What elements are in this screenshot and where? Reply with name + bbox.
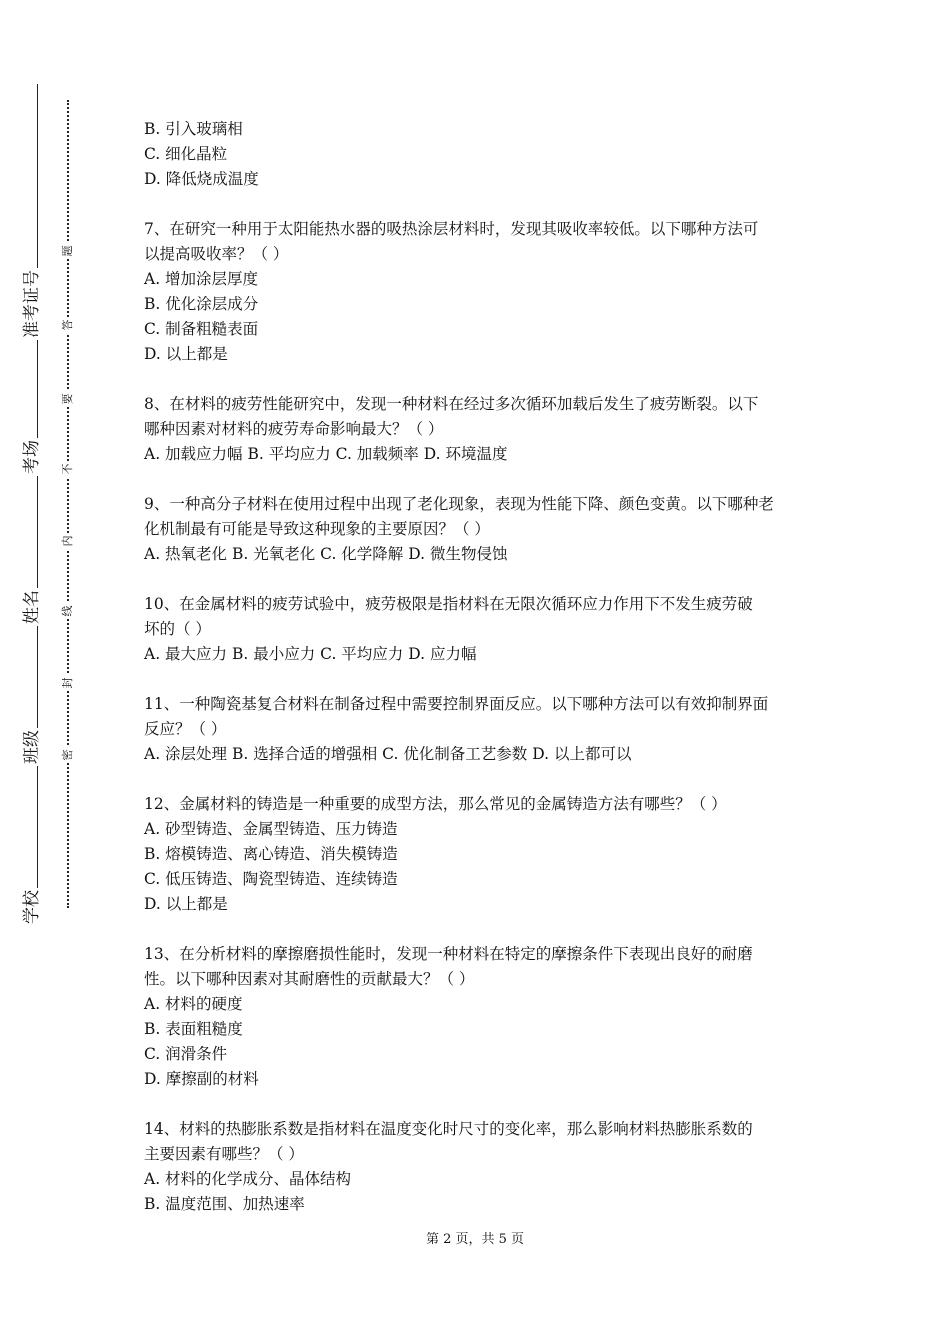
question-stem: 10、在金属材料的疲劳试验中，疲劳极限是指材料在无限次循环应力作用下不发生疲劳破 [144, 595, 753, 613]
question-8 [144, 392, 814, 467]
question-11 [144, 692, 814, 767]
option: B. 优化涂层成分 [144, 295, 259, 313]
question-stem: 反应？（ ） [144, 720, 227, 738]
question-9 [144, 492, 814, 567]
option: B. 温度范围、加热速率 [144, 1195, 305, 1213]
seal-char: 密 [61, 747, 75, 763]
option: D. 降低烧成温度 [144, 170, 259, 188]
question-stem: 哪种因素对材料的疲劳寿命影响最大？（ ） [144, 420, 444, 438]
binding-solid-line [37, 84, 38, 920]
question-stem: 14、材料的热膨胀系数是指材料在温度变化时尺寸的变化率，那么影响材料热膨胀系数的 [144, 1120, 753, 1138]
question-stem: 9、一种高分子材料在使用过程中出现了老化现象，表现为性能下降、颜色变黄。以下哪种老 [144, 495, 774, 513]
question-stem: 以提高吸收率？（ ） [144, 245, 289, 263]
option: D. 以上都是 [144, 895, 228, 913]
option: C. 低压铸造、陶瓷型铸造、连续铸造 [144, 870, 398, 888]
question-stem: 7、在研究一种用于太阳能热水器的吸热涂层材料时，发现其吸收率较低。以下哪种方法可 [144, 220, 759, 238]
option: C. 制备粗糙表面 [144, 320, 259, 338]
question-stem: 化机制最有可能是导致这种现象的主要原因？（ ） [144, 520, 490, 538]
seal-char: 线 [61, 603, 75, 619]
option: D. 摩擦副的材料 [144, 1070, 259, 1088]
question-stem: 坏的（ ） [144, 620, 211, 638]
binding-field-exam-room: 考场 [22, 440, 42, 474]
question-stem: 主要因素有哪些？（ ） [144, 1145, 304, 1163]
option: C. 润滑条件 [144, 1045, 228, 1063]
question-stem: 性。以下哪种因素对其耐磨性的贡献最大？（ ） [144, 970, 475, 988]
question-7 [144, 217, 814, 367]
option: A. 最大应力 B. 最小应力 C. 平均应力 D. 应力幅 [144, 645, 477, 663]
question-stem: 11、一种陶瓷基复合材料在制备过程中需要控制界面反应。以下哪种方法可以有效抑制界面 [144, 695, 769, 713]
option: A. 涂层处理 B. 选择合适的增强相 C. 优化制备工艺参数 D. 以上都可以 [144, 745, 632, 763]
binding-field-name: 姓名 [22, 590, 42, 624]
binding-field-school: 学校 [22, 890, 42, 924]
seal-char: 答 [61, 317, 75, 333]
option: C. 细化晶粒 [144, 145, 228, 163]
question-12 [144, 792, 814, 917]
page-number-footer: 第 2 页，共 5 页 [425, 1232, 525, 1247]
previous-question-options [144, 117, 814, 192]
question-stem: 12、金属材料的铸造是一种重要的成型方法，那么常见的金属铸造方法有哪些？（ ） [144, 795, 727, 813]
question-content [144, 117, 814, 1217]
seal-char: 封 [61, 675, 75, 691]
question-14 [144, 1117, 814, 1217]
seal-char: 不 [61, 461, 75, 477]
option: A. 热氧老化 B. 光氧老化 C. 化学降解 D. 微生物侵蚀 [144, 545, 508, 563]
question-13 [144, 942, 814, 1092]
option: A. 材料的化学成分、晶体结构 [144, 1170, 352, 1188]
option: D. 以上都是 [144, 345, 228, 363]
option: B. 表面粗糙度 [144, 1020, 243, 1038]
seal-char: 内 [61, 533, 75, 549]
question-stem: 13、在分析材料的摩擦磨损性能时，发现一种材料在特定的摩擦条件下表现出良好的耐磨 [144, 945, 753, 963]
binding-field-class: 班级 [22, 730, 42, 764]
option: B. 引入玻璃相 [144, 120, 243, 138]
binding-field-exam-number: 准考证号 [22, 270, 42, 338]
question-10 [144, 592, 814, 667]
option: A. 加载应力幅 B. 平均应力 C. 加载频率 D. 环境温度 [144, 445, 508, 463]
option: B. 熔模铸造、离心铸造、消失模铸造 [144, 845, 398, 863]
option: A. 砂型铸造、金属型铸造、压力铸造 [144, 820, 398, 838]
question-stem: 8、在材料的疲劳性能研究中，发现一种材料在经过多次循环加载后发生了疲劳断裂。以下 [144, 395, 759, 413]
seal-char: 要 [61, 391, 75, 407]
option: A. 增加涂层厚度 [144, 270, 259, 288]
option: A. 材料的硬度 [144, 995, 243, 1013]
binding-dotted-line [67, 100, 69, 908]
seal-char: 题 [61, 243, 75, 259]
